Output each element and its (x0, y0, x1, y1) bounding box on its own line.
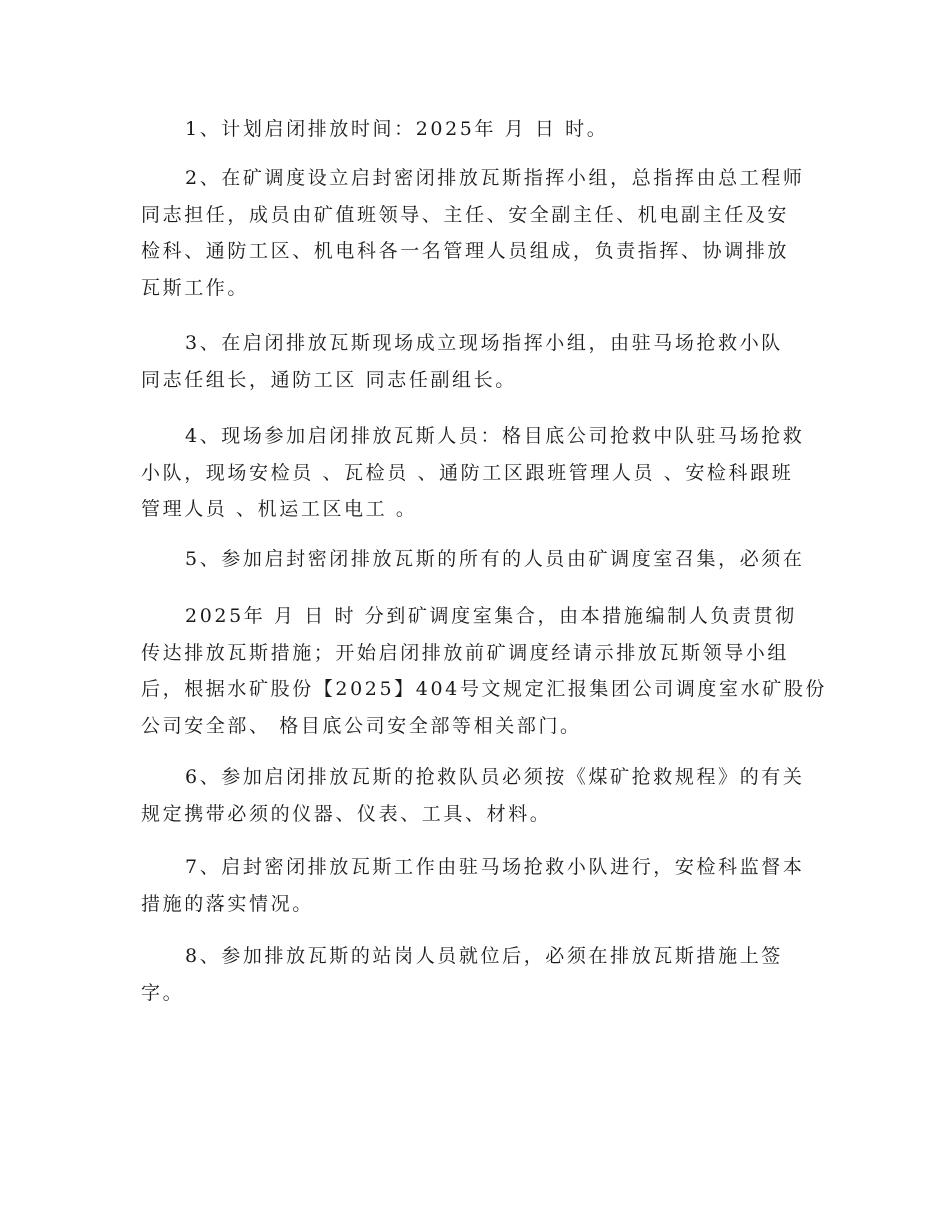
paragraph-line: 7、启封密闭排放瓦斯工作由驻马场抢救小队进行，安检科监督本 (185, 856, 805, 878)
paragraph-line: 2025年 月 日 时 分到矿调度室集合，由本措施编制人负责贯彻 (185, 605, 797, 627)
paragraph-line: 检科、通防工区、机电科各一名管理人员组成，负责指挥、协调排放 (141, 240, 790, 262)
paragraph-item-5b (141, 598, 828, 744)
paragraph-item-3 (141, 325, 811, 398)
paragraph-line: 字。 (141, 981, 185, 1004)
paragraph-line: 传达排放瓦斯措施；开始启闭排放前矿调度经请示排放瓦斯领导小组 (141, 641, 790, 664)
paragraph-line: 3、在启闭排放瓦斯现场成立现场指挥小组，由驻马场抢救小队 (185, 332, 783, 354)
paragraph-item-1 (141, 111, 811, 148)
paragraph-line: 6、参加启闭排放瓦斯的抢救队员必须按《煤矿抢救规程》的有关 (185, 766, 805, 788)
paragraph-item-4 (141, 418, 811, 528)
paragraph-line: 瓦斯工作。 (141, 276, 250, 299)
paragraph-line: 5、参加启封密闭排放瓦斯的所有的人员由矿调度室召集，必须在 (185, 548, 805, 570)
paragraph-line: 措施的落实情况。 (141, 892, 314, 915)
paragraph-line: 规定携带必须的仪器、仪表、工具、材料。 (141, 802, 552, 825)
paragraph-line: 管理人员 、机运工区电工 。 (141, 498, 418, 520)
paragraph-item-5a (141, 541, 811, 578)
paragraph-line: 1、计划启闭排放时间：2025年 月 日 时。 (185, 118, 609, 140)
paragraph-line: 公司安全部、 格目底公司安全部等相关部门。 (141, 714, 582, 737)
paragraph-item-8 (141, 938, 811, 1011)
paragraph-line: 后，根据水矿股份【2025】404号文规定汇报集团公司调度室水矿股份 (141, 678, 828, 700)
paragraph-line: 4、现场参加启闭排放瓦斯人员：格目底公司抢救中队驻马场抢救 (185, 425, 805, 447)
paragraph-line: 同志任组长，通防工区 同志任副组长。 (141, 368, 517, 391)
paragraph-line: 同志担任，成员由矿值班领导、主任、安全副主任、机电副主任及安 (141, 203, 790, 226)
paragraph-line: 8、参加排放瓦斯的站岗人员就位后，必须在排放瓦斯措施上签 (185, 945, 783, 967)
paragraph-item-6 (141, 759, 811, 832)
paragraph-item-7 (141, 849, 811, 922)
paragraph-item-2 (141, 160, 811, 306)
paragraph-line: 小队，现场安检员 、瓦检员 、通防工区跟班管理人员 、安检科跟班 (141, 461, 794, 484)
paragraph-line: 2、在矿调度设立启封密闭排放瓦斯指挥小组，总指挥由总工程师 (185, 167, 805, 189)
